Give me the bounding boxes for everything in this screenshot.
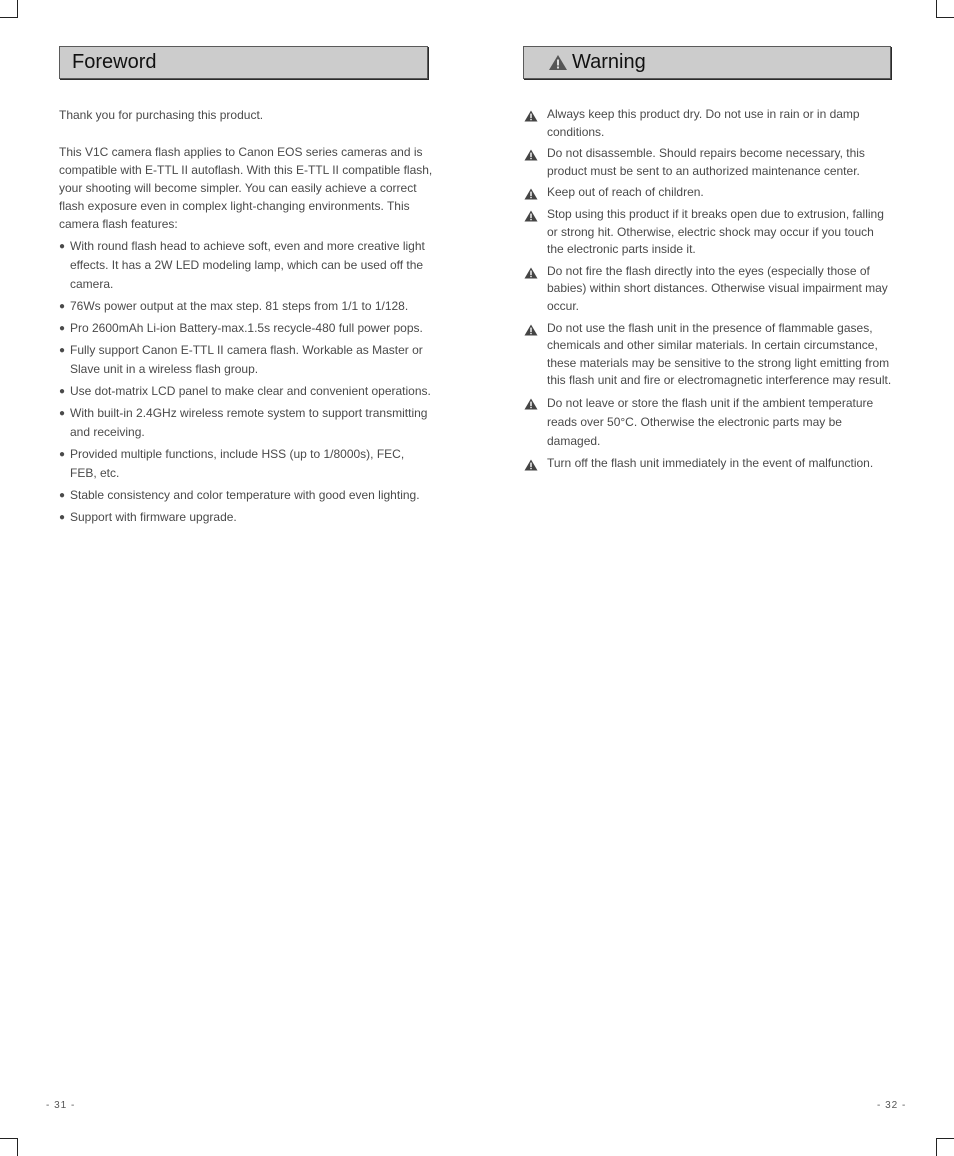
feature-item: ● 76Ws power output at the max step. 81 steps from 1/1 to 1/128. <box>59 297 434 316</box>
warning-item: Stop using this product if it breaks open due to extrusion, falling or strong hit. Otherwise, electric shock may occur if you touch the electronic parts inside it. <box>523 206 893 259</box>
warning-triangle-icon <box>524 324 538 336</box>
foreword-content <box>59 106 434 530</box>
crop-mark-bottom-right <box>936 1138 954 1156</box>
warning-item: Do not use the flash unit in the presence of flammable gases, chemicals and other similar materials. In certain circumstance, these materials may be sensitive to the strong light emitting from this flash unit and fire or electromagnetic interference may result. <box>523 320 893 390</box>
feature-item: ● Stable consistency and color temperature with good even lighting. <box>59 486 434 505</box>
bullet-icon: ● <box>59 241 66 252</box>
warning-item: Keep out of reach of children. <box>523 184 893 202</box>
foreword-header <box>59 46 428 79</box>
warning-triangle-icon <box>524 398 538 410</box>
warning-triangle-icon <box>524 149 538 161</box>
bullet-icon: ● <box>59 345 66 356</box>
bullet-icon: ● <box>59 301 66 312</box>
feature-item: ● Support with firmware upgrade. <box>59 508 434 527</box>
bullet-icon: ● <box>59 386 66 397</box>
crop-mark-top-left <box>0 0 18 18</box>
warning-triangle-icon <box>524 267 538 279</box>
warning-triangle-icon <box>524 188 538 200</box>
bullet-icon: ● <box>59 449 66 460</box>
warning-header <box>523 46 891 79</box>
page-number-left: - 31 - <box>46 1100 76 1111</box>
crop-mark-bottom-left <box>0 1138 18 1156</box>
warning-item: Do not leave or store the flash unit if the ambient temperature reads over 50°C. Otherwise the electronic parts may be damaged. <box>523 394 893 451</box>
feature-item: ● With round flash head to achieve soft, even and more creative light effects. It has a 2W LED modeling lamp, which can be used off the camera. <box>59 239 425 291</box>
feature-item: ● With built-in 2.4GHz wireless remote system to support transmitting and receiving. <box>59 406 428 439</box>
bullet-icon: ● <box>59 323 66 334</box>
foreword-intro: Thank you for purchasing this product. <box>59 108 264 122</box>
warning-item: Do not fire the flash directly into the eyes (especially those of babies) within short distances. Otherwise visual impairment may occur. <box>523 263 893 316</box>
warning-triangle-icon <box>524 459 538 471</box>
page-number-right: - 32 - <box>877 1100 907 1111</box>
warning-item: Turn off the flash unit immediately in the event of malfunction. <box>523 455 893 473</box>
bullet-icon: ● <box>59 512 66 523</box>
warning-triangle-icon <box>524 210 538 222</box>
bullet-icon: ● <box>59 490 66 501</box>
foreword-title: Foreword <box>72 51 157 73</box>
warning-item: Do not disassemble. Should repairs become necessary, this product must be sent to an authorized maintenance center. <box>523 145 893 180</box>
feature-item: ● Use dot-matrix LCD panel to make clear and convenient operations. <box>59 382 434 401</box>
warning-title: Warning <box>572 51 646 73</box>
feature-list <box>59 237 434 527</box>
feature-item: ● Fully support Canon E-TTL II camera flash. Workable as Master or Slave unit in a wireless flash group. <box>59 343 423 376</box>
foreword-description: This V1C camera flash applies to Canon EOS series cameras and is compatible with E-TTL II autoflash. With this E-TTL II compatible flash, your shooting will become simpler. You can easily achieve a correct flash exposure even in complex light-changing environments. This camera flash features: <box>59 145 433 231</box>
crop-mark-top-right <box>936 0 954 18</box>
bullet-icon: ● <box>59 408 66 419</box>
warning-list <box>523 106 893 473</box>
warning-content <box>523 106 893 477</box>
warning-item: Always keep this product dry. Do not use in rain or in damp conditions. <box>523 106 893 141</box>
warning-triangle-icon <box>548 54 568 71</box>
warning-triangle-icon <box>524 110 538 122</box>
feature-item: ● Pro 2600mAh Li-ion Battery-max.1.5s recycle-480 full power pops. <box>59 319 434 338</box>
feature-item: ● Provided multiple functions, include HSS (up to 1/8000s), FEC, FEB, etc. <box>59 447 405 480</box>
